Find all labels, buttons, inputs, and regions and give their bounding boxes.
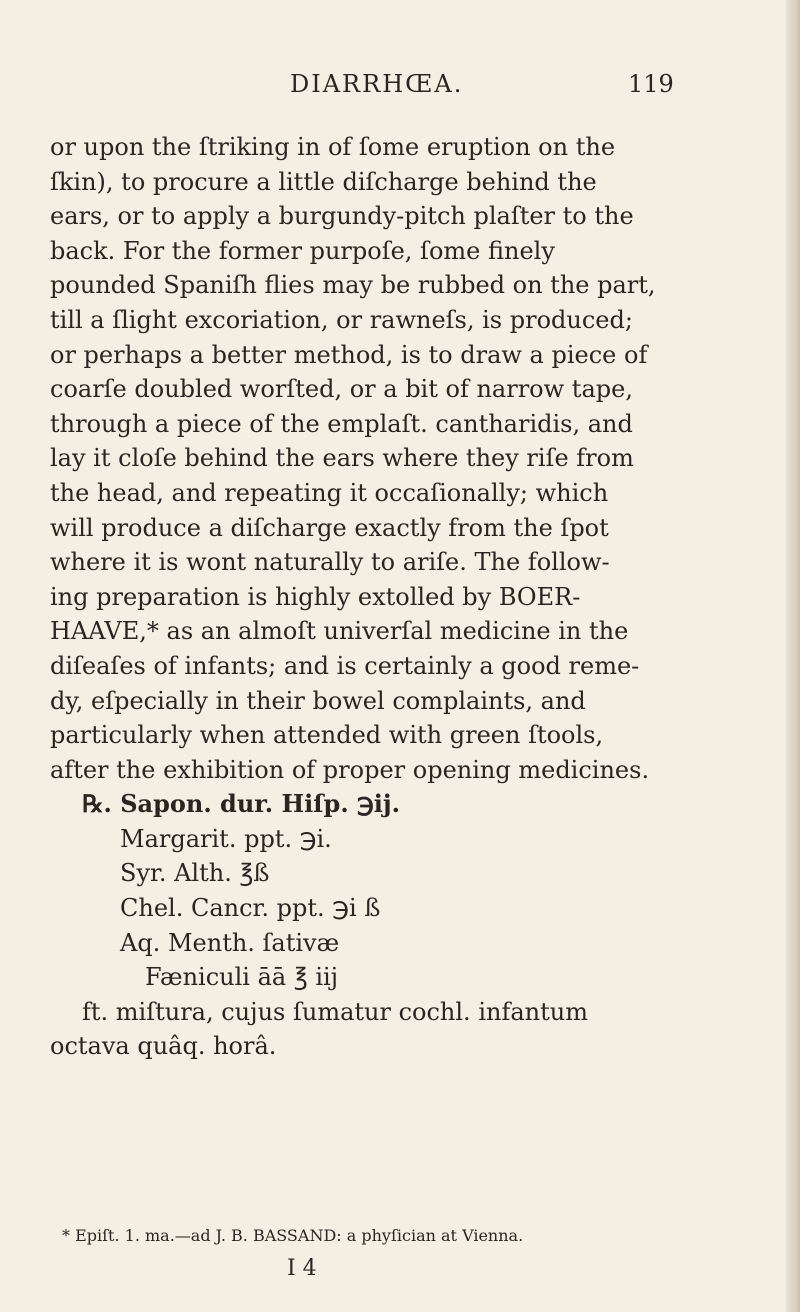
signature-mark: I 4 [287, 1256, 317, 1281]
recipe-line: Syr. Alth. ℥ß [120, 859, 270, 888]
body-text [50, 130, 690, 1064]
text-line: or perhaps a better method, is to draw a piece of [50, 340, 648, 369]
page-number: 119 [628, 70, 674, 98]
text-line: ears, or to apply a burgundy-pitch plaſter to the [50, 202, 634, 231]
text-line: HAAVE,* as an almoſt univerſal medicine in the [50, 617, 629, 646]
text-line: through a piece of the emplaſt. cantharidis, and [50, 409, 633, 438]
page-edge [786, 0, 800, 1312]
text-line: lay it cloſe behind the ears where they riſe from [50, 444, 634, 473]
text-line: where it is wont naturally to ariſe. The follow- [50, 548, 610, 577]
text-line: back. For the former purpoſe, ſome finely [50, 236, 555, 265]
text-line: coarſe doubled worſted, or a bit of narrow tape, [50, 375, 633, 404]
text-line: or upon the ſtriking in of ſome eruption on the [50, 133, 616, 161]
text-line: ſkin), to procure a little diſcharge behind the [50, 167, 597, 196]
recipe-line: Aq. Menth. ſativæ [120, 928, 340, 957]
running-head: DIARRHŒA. [290, 70, 464, 98]
text-line: after the exhibition of proper opening medicines. [50, 755, 650, 784]
text-line: pounded Spaniſh flies may be rubbed on the part, [50, 271, 656, 300]
recipe-line: Chel. Cancr. ppt. ℈i ß [120, 894, 381, 923]
text-line: dy, eſpecially in their bowel complaints, and [50, 686, 586, 715]
text-line: diſeaſes of infants; and is certainly a good reme- [50, 651, 640, 680]
recipe-line: octava quâq. horâ. [50, 1032, 277, 1061]
text-line: particularly when attended with green ſtools, [50, 721, 604, 750]
text-line: will produce a diſcharge exactly from the ſpot [50, 513, 609, 542]
recipe-line: ℞. Sapon. dur. Hiſp. ℈ij. [82, 789, 400, 819]
recipe-line: Fæniculi āā ℥ iij [145, 963, 339, 992]
recipe-line: ft. miſtura, cujus ſumatur cochl. infantum [82, 997, 588, 1026]
recipe-line: Margarit. ppt. ℈i. [120, 824, 332, 853]
footnote: * Epiſt. 1. ma.—ad J. B. BASSAND: a phyſician at Vienna. [62, 1226, 524, 1245]
text-line: till a ſlight excoriation, or rawneſs, is produced; [50, 305, 633, 334]
page-header [0, 70, 800, 110]
text-line: the head, and repeating it occaſionally; which [50, 478, 609, 507]
text-line: ing preparation is highly extolled by BOER- [50, 582, 581, 611]
